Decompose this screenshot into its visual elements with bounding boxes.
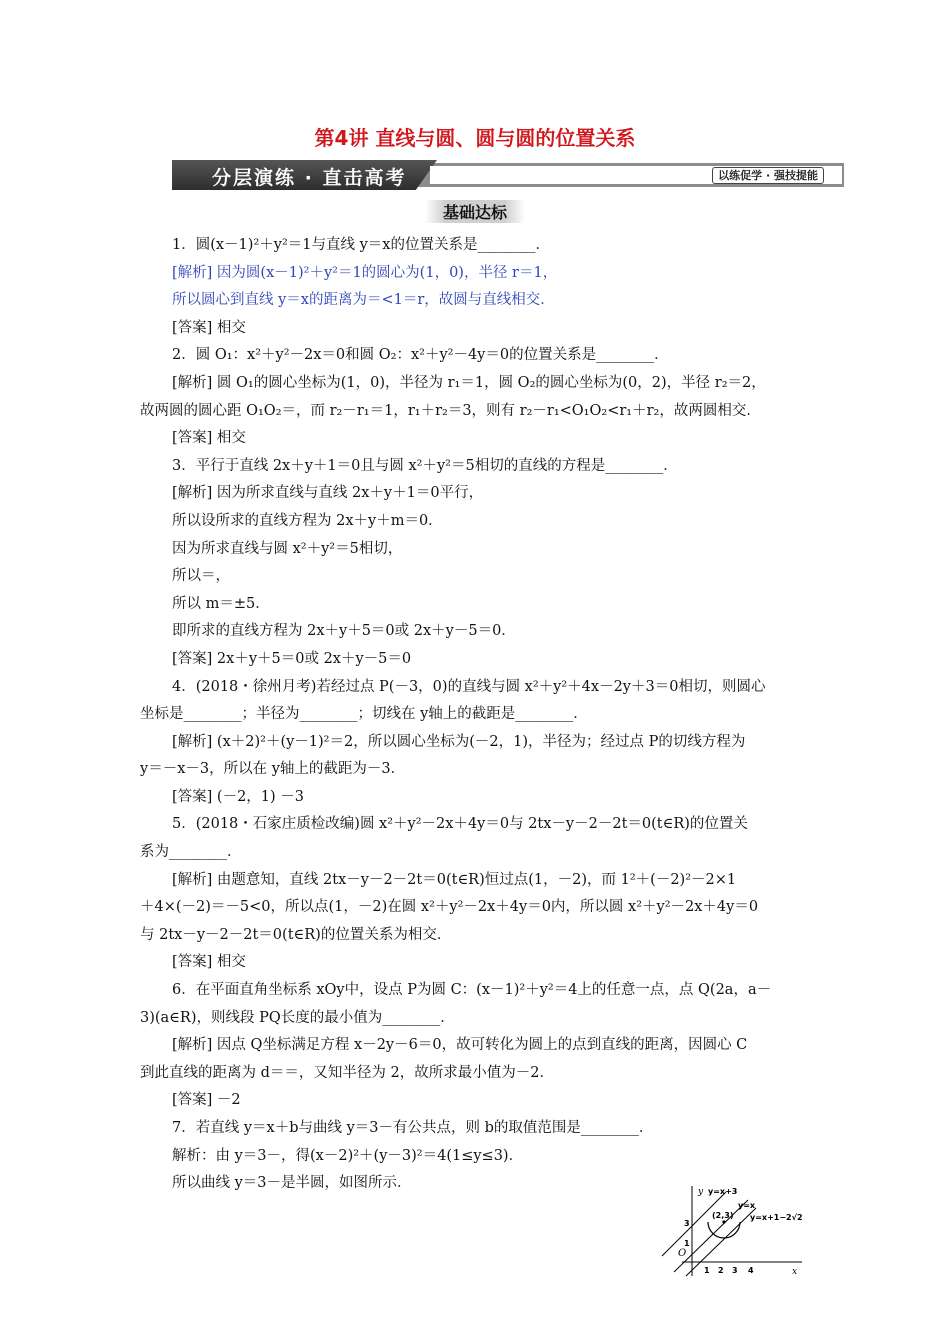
content-line: ＋4×(－2)＝－5<0，所以点(1，－2)在圆 x²＋y²－2x＋4y＝0内，所以圆 x²＋y²－2x＋4y＝0 bbox=[140, 899, 759, 916]
content-line: 所以圆心到直线 y＝x的距离为＝<1＝r，故圆与直线相交． bbox=[172, 292, 555, 309]
content-line: y＝－x－3，所以在 y轴上的截距为－3． bbox=[140, 761, 406, 778]
figure-label-y: y bbox=[698, 1187, 704, 1197]
content-line: 即所求的直线方程为 2x＋y＋5＝0或 2x＋y－5＝0． bbox=[172, 623, 516, 640]
content-line: 到此直线的距离为 d＝＝，又知半径为 2，故所求最小值为－2． bbox=[140, 1064, 554, 1081]
figure-label-center: (2,3) bbox=[712, 1211, 734, 1220]
content-line: 所以曲线 y＝3－是半圆，如图所示． bbox=[172, 1175, 412, 1192]
figure-tick-y-3: 3 bbox=[684, 1219, 690, 1228]
content-line: [解析] 圆 O₁的圆心坐标为(1，0)，半径为 r₁＝1，圆 O₂的圆心坐标为(0，2)，半径 r₂＝2， bbox=[172, 374, 766, 391]
content-line: 解析：由 y＝3－，得(x－2)²＋(y－3)²＝4(1≤y≤3)． bbox=[172, 1147, 524, 1164]
section-heading-text: 基础达标 bbox=[425, 200, 525, 223]
figure-tick-x-3: 3 bbox=[732, 1266, 738, 1275]
content-line: 所以 m＝±5． bbox=[172, 595, 270, 612]
figure-label-line-mid: y=x bbox=[738, 1201, 756, 1210]
content-line: [解析] 因为所求直线与直线 2x＋y＋1＝0平行， bbox=[172, 485, 484, 502]
content-line: 2．圆 O₁：x²＋y²－2x＝0和圆 O₂：x²＋y²－4y＝0的位置关系是________． bbox=[172, 347, 669, 364]
content-line: 7．若直线 y＝x＋b与曲线 y＝3－有公共点，则 b的取值范围是________． bbox=[172, 1120, 654, 1136]
section-banner bbox=[172, 160, 844, 190]
content-line: [答案] 相交 bbox=[172, 954, 246, 971]
figure-semicircle bbox=[708, 1222, 740, 1238]
content-line: 1．圆(x－1)²＋y²＝1与直线 y＝x的位置关系是________． bbox=[172, 237, 550, 253]
content-line: 系为________． bbox=[140, 844, 242, 861]
figure-label-origin: O bbox=[678, 1248, 687, 1259]
content-line: 所以＝， bbox=[172, 568, 230, 585]
content-line: 4．(2018・徐州月考)若经过点 P(－3，0)的直线与圆 x²＋y²＋4x－2y＋3＝0相切，则圆心 bbox=[172, 678, 766, 695]
banner-left-text: 分层演练 · 直击高考 bbox=[212, 167, 407, 189]
figure-label-line-bottom: y=x+1−2√2 bbox=[750, 1213, 803, 1222]
content-line: 坐标是________；半径为________；切线在 y轴上的截距是________． bbox=[140, 706, 588, 723]
content-line: 6．在平面直角坐标系 xOy中，设点 P为圆 C：(x－1)²＋y²＝4上的任意一点，点 Q(2a，a－ bbox=[172, 982, 772, 999]
content-line: 所以设所求的直线方程为 2x＋y＋m＝0． bbox=[172, 512, 443, 529]
figure-tick-x-2: 2 bbox=[718, 1266, 724, 1275]
content-line: 5．(2018・石家庄质检改编)圆 x²＋y²－2x＋4y＝0与 2tx－y－2－2t＝0(t∈R)的位置关 bbox=[172, 816, 748, 833]
content-line: [答案] (－2，1) －3 bbox=[172, 788, 305, 805]
content-line: 与 2tx－y－2－2t＝0(t∈R)的位置关系为相交． bbox=[140, 926, 452, 943]
section-heading bbox=[0, 200, 950, 223]
content-line: 3)(a∈R)，则线段 PQ长度的最小值为________． bbox=[140, 1009, 455, 1026]
content-line: [解析] 因为圆(x－1)²＋y²＝1的圆心为(1，0)，半径 r＝1， bbox=[172, 264, 558, 281]
content-line: [答案] －2 bbox=[172, 1092, 241, 1109]
content-line: 因为所求直线与圆 x²＋y²＝5相切， bbox=[172, 540, 403, 557]
content-line: [答案] 相交 bbox=[172, 319, 246, 336]
content-line: [解析] 由题意知，直线 2tx－y－2－2t＝0(t∈R)恒过点(1，－2)，而 1²＋(－2)²－2×1 bbox=[172, 871, 737, 888]
content-line: [解析] (x＋2)²＋(y－1)²＝2，所以圆心坐标为(－2，1)，半径为；经过点 P的切线方程为 bbox=[172, 733, 746, 750]
banner-right-tag: 以练促学 · 强技提能 bbox=[712, 167, 824, 184]
content-line: [答案] 相交 bbox=[172, 430, 246, 447]
content-line: 故两圆的圆心距 O₁O₂＝，而 r₂－r₁＝1，r₁＋r₂＝3，则有 r₂－r₁<O₁O₂<r₁＋r₂，故两圆相交． bbox=[140, 402, 761, 419]
problem-content bbox=[140, 232, 822, 1198]
content-line: [解析] 因点 Q坐标满足方程 x－2y－6＝0，故可转化为圆上的点到直线的距离，因圆心 C bbox=[172, 1037, 748, 1054]
page-title: 第4讲 直线与圆、圆与圆的位置关系 bbox=[314, 126, 636, 150]
figure-tick-x-1: 1 bbox=[704, 1266, 710, 1275]
figure-line-mid bbox=[674, 1200, 748, 1272]
content-line: 3．平行于直线 2x＋y＋1＝0且与圆 x²＋y²＝5相切的直线的方程是________． bbox=[172, 457, 678, 474]
figure-semicircle-lines bbox=[652, 1182, 812, 1278]
figure-label-line-top: y=x+3 bbox=[708, 1187, 738, 1196]
figure-center-point bbox=[722, 1220, 725, 1223]
figure-tick-y-1: 1 bbox=[684, 1239, 690, 1248]
figure-tick-x-4: 4 bbox=[748, 1266, 754, 1275]
figure-label-x: x bbox=[792, 1267, 798, 1277]
content-line: [答案] 2x＋y＋5＝0或 2x＋y－5＝0 bbox=[172, 650, 412, 667]
